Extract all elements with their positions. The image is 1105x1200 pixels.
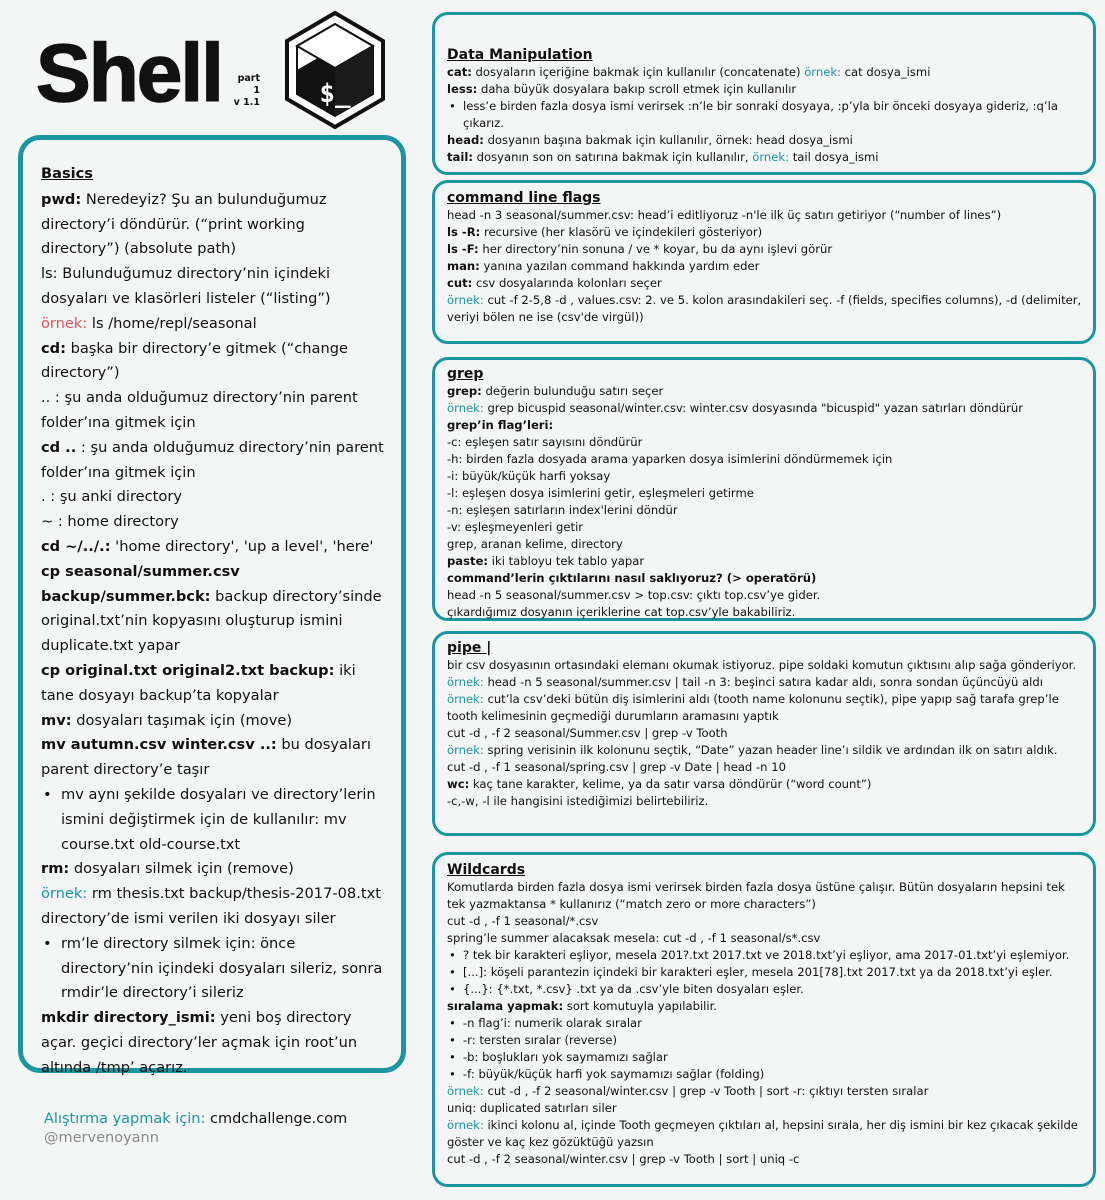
grep-flag-l: -l: eşleşen dosya isimlerini getir, eşleşmeleri getirme (447, 486, 754, 500)
pipe-wc-flags: -c,-w, -l ile hangisini istediğimizi belirtebiliriz. (447, 794, 709, 808)
dm-less: less: daha büyük dosyalara bakıp scroll etmek için kullanılır (447, 82, 797, 96)
basics-cd-dotdot: cd .. : şu anda olduğumuz directory’nin parent folder’ına gitmek için (41, 438, 384, 481)
basics-cp1: cp seasonal/summer.csv backup/summer.bck: backup directory’sinde original.txt’nin kopyasını oluşturup ismini duplicate.txt yapar (41, 562, 382, 655)
basics-ls: ls: Bulunduğumuz directory’nin içindeki dosyaları ve klasörleri listeler (“listing”) (41, 265, 331, 307)
basics-rm: rm: dosyaları silmek için (remove) (41, 860, 294, 878)
flags-man: man: yanına yazılan command hakkında yardım eder (447, 259, 760, 273)
wc-bullet-question: • ? tek bir karakteri eşliyor, mesela 201?.txt 2017.txt ve 2018.txt’yi eşliyor, ama 2017-01.txt’yi eşlemiyor. (447, 947, 1083, 964)
logo-prompt-text: $_ (319, 79, 351, 109)
basics-rm-bullet: • rm’le directory silmek için: önce directory’nin içindeki dosyaları sileriz, sonra rmdir’le directory’i sileriz (41, 932, 387, 1006)
basics-mv: mv: dosyaları taşımak için (move) (41, 711, 293, 729)
wc-bullet-braces: • {...}: {*.txt, *.csv} .txt ya da .csv’yle biten dosyaları eşler. (447, 981, 1083, 998)
part-label: part 1 (237, 73, 260, 96)
basics-dot: . : şu anki directory (41, 488, 182, 506)
basics-cd-tilde: cd ~/../.: 'home directory', 'up a level', 'here' (41, 537, 374, 555)
grep-paste: paste: iki tabloyu tek tablo yapar (447, 554, 645, 568)
grep-redirect-title: command’lerin çıktılarını nasıl saklıyoruz? (> operatörü) (447, 571, 817, 585)
grep-usage: grep, aranan kelime, directory (447, 537, 623, 551)
version-number: v 1.1 (233, 97, 260, 108)
pipe-example-2: örnek: cut’la csv’deki bütün diş isimlerini aldı (tooth name kolonunu seçtik), pipe yapıp sağ tarafa grep’le tooth kelimesinin geçmediği durumların aramasını yaptık (447, 692, 1059, 723)
wc-intro: Komutlarda birden fazla dosya ismi verirsek birden fazla dosya üstüne çalışır. Bütün dosyaların hepsini tek tek yazmaktansa * kullanırız (“match zero or more characters”) (447, 880, 1065, 911)
wc-sort: sıralama yapmak: sort komutuyla yapılabilir. (447, 999, 717, 1013)
dm-less-bullet: • less’e birden fazla dosya ismi verirsek :n’le bir sonraki dosyaya, :p’yla bir önceki dosyaya gideriz, :q’la çıkarız. (447, 98, 1083, 132)
wildcards-panel (432, 852, 1096, 1187)
dm-head: head: dosyanın başına bakmak için kullanılır, örnek: head dosya_ismi (447, 133, 853, 147)
flags-cut-example: örnek: cut -f 2-5,8 -d , values.csv: 2. ve 5. kolon arasındakileri seç. -f (fields, specifies columns), -d (delimiter, veriyi bölen ne ise (csv'de virgül)) (447, 293, 1082, 324)
wc-example-sort: örnek: cut -d , -f 2 seasonal/winter.csv | grep -v Tooth | sort -r: çıktıyı tersten sıralar (447, 1084, 929, 1098)
wc-bullet-brackets: • [...]: köşeli parantezin içindeki bir karakteri eşler, mesela 201[78].txt 2017.txt ya da 2018.txt’yi eşler. (447, 964, 1083, 981)
basics-mv-bullet: • mv aynı şekilde dosyaları ve directory’lerin ismini değiştirmek için de kullanılır: mv course.txt old-course.txt (41, 783, 387, 857)
basics-cd: cd: başka bir directory’e gitmek (“change directory”) (41, 339, 348, 382)
pipe-intro: bir csv dosyasının ortasındaki elemanı okumak istiyoruz. pipe soldaki komutun çıktısını alıp sağa gönderiyor. (447, 658, 1077, 672)
basics-cp2: cp original.txt original2.txt backup: iki tane dosyayı backup’ta kopyalar (41, 661, 356, 704)
basics-panel (18, 135, 406, 1076)
dm-cat: cat: dosyaların içeriğine bakmak için kullanılır (concatenate) örnek: cat dosya_ismi (447, 65, 931, 79)
version-label (230, 73, 260, 109)
basics-pwd: pwd: Neredeyiz? Şu an bulunduğumuz directory’i döndürür. (“print working directory”) (absolute path) (41, 190, 327, 258)
basics-mkdir: mkdir directory_ismi: yeni boş directory açar. geçici directory’ler açmak için root’un altında /tmp’ açarız. (41, 1009, 358, 1076)
data-manipulation-panel (432, 12, 1096, 175)
flags-head-n: head -n 3 seasonal/summer.csv: head’i editliyoruz -n'le ilk üç satırı getiriyor (“number of lines”) (447, 208, 1002, 222)
basics-dotdot: .. : şu anda olduğumuz directory’nin parent folder’ına gitmek için (41, 389, 358, 431)
bash-logo-icon (275, 10, 395, 130)
grep-flag-h: -h: birden fazla dosyada arama yaparken dosya isimlerini döndürmemek için (447, 452, 893, 466)
command-line-flags-panel (432, 180, 1096, 344)
grep-redirect-example: head -n 5 seasonal/summer.csv > top.csv: çıktı top.csv’ye gider. (447, 588, 821, 602)
page-title: Shell (36, 28, 222, 119)
wc-command-1: cut -d , -f 1 seasonal/*.csv (447, 914, 599, 928)
pipe-command-2: cut -d , -f 1 seasonal/spring.csv | grep -v Date | head -n 10 (447, 760, 786, 774)
basics-tilde: ~ : home directory (41, 513, 179, 531)
flags-heading: command line flags (447, 190, 601, 206)
wc-uniq: uniq: duplicated satırları siler (447, 1101, 617, 1115)
basics-heading: Basics (41, 165, 93, 182)
basics-example-ls: örnek: ls /home/repl/seasonal (41, 314, 257, 332)
practice-link: Alıştırma yapmak için: cmdchallenge.com (44, 1111, 348, 1127)
wc-sort-n: • -n flag’i: numerik olarak sıralar (447, 1015, 1083, 1032)
pipe-heading: pipe | (447, 640, 492, 656)
grep-flag-v: -v: eşleşmeyenleri getir (447, 520, 584, 534)
dm-tail: tail: dosyanın son on satırına bakmak için kullanılır, örnek: tail dosya_ismi (447, 150, 879, 164)
wc-command-uniq: cut -d , -f 2 seasonal/winter.csv | grep -v Tooth | sort | uniq -c (447, 1152, 800, 1166)
pipe-command-1: cut -d , -f 2 seasonal/Summer.csv | grep -v Tooth (447, 726, 728, 740)
flags-cut: cut: csv dosyalarında kolonları seçer (447, 276, 662, 290)
grep-redirect-cat: çıkardığımız dosyanın içeriklerine cat top.csv’yle bakabiliriz. (447, 605, 796, 619)
grep-flag-n: -n: eşleşen satırların index'lerini döndür (447, 503, 678, 517)
grep-flag-c: -c: eşleşen satır sayısını döndürür (447, 435, 643, 449)
grep-flags-title: grep’in flag’leri: (447, 418, 554, 432)
wildcards-heading: Wildcards (447, 862, 526, 878)
pipe-example-1: örnek: head -n 5 seasonal/summer.csv | tail -n 3: beşinci satıra kadar aldı, sonra sondan üçüncüyü aldı (447, 675, 1043, 689)
pipe-panel (432, 631, 1096, 836)
basics-example-rm: örnek: rm thesis.txt backup/thesis-2017-08.txt directory’de ismi verilen iki dosyayı siler (41, 885, 381, 927)
flags-ls-r: ls -R: recursive (her klasörü ve içindekileri gösteriyor) (447, 225, 763, 239)
grep-heading: grep (447, 366, 484, 382)
author-handle: @mervenoyann (44, 1130, 159, 1146)
pipe-wc: wc: kaç tane karakter, kelime, ya da satır varsa döndürür (“word count”) (447, 777, 872, 791)
wc-command-2: spring’le summer alacaksak mesela: cut -d , -f 1 seasonal/s*.csv (447, 931, 821, 945)
wc-sort-f: • -f: büyük/küçük harfi yok saymamızı sağlar (folding) (447, 1066, 1083, 1083)
wc-sort-r: • -r: tersten sıralar (reverse) (447, 1032, 1083, 1049)
grep-panel (432, 357, 1096, 621)
flags-ls-f: ls -F: her directory’nin sonuna / ve * koyar, bu da aynı işlevi görür (447, 242, 833, 256)
pipe-example-3: örnek: spring verisinin ilk kolonunu seçtik, “Date” yazan header line’ı sildik ve ardından ilk on satırı aldık. (447, 743, 1058, 757)
grep-flag-i: -i: büyük/küçük harfi yoksay (447, 469, 611, 483)
data-manipulation-heading: Data Manipulation (447, 47, 593, 63)
practice-site-link[interactable]: cmdchallenge.com (209, 1111, 348, 1127)
grep-def: grep: değerin bulunduğu satırı seçer (447, 384, 664, 398)
grep-example: örnek: grep bicuspid seasonal/winter.csv: winter.csv dosyasında "bicuspid" yazan satırları döndürür (447, 401, 1023, 415)
basics-mv2: mv autumn.csv winter.csv ..: bu dosyaları parent directory’e taşır (41, 736, 371, 779)
wc-sort-b: • -b: boşlukları yok saymamızı sağlar (447, 1049, 1083, 1066)
wc-example-uniq: örnek: ikinci kolonu al, içinde Tooth geçmeyen çıktıları al, hepsini sırala, her diş ismini bir kez çıkacak şekilde göster ve kaç kez gözüktüğü yazsın (447, 1118, 1078, 1149)
